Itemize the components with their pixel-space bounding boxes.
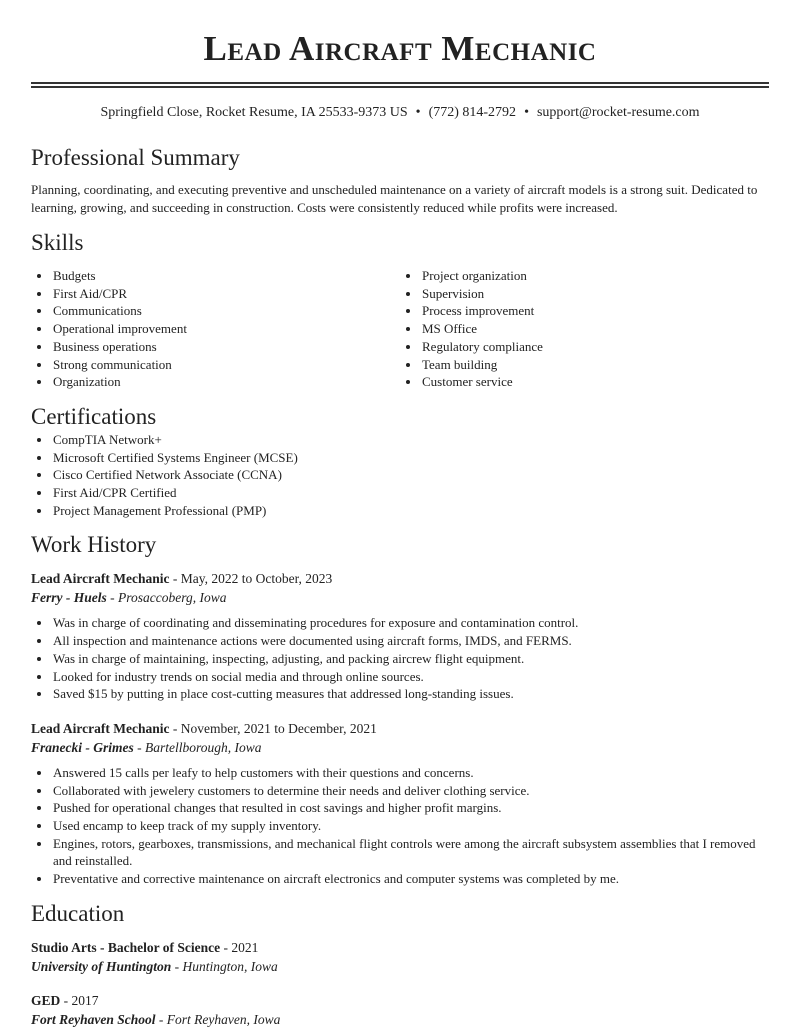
education-school: Fort Reyhaven School [31, 1011, 156, 1027]
job-role: Lead Aircraft Mechanic [31, 720, 170, 736]
skill-item: • Communications [52, 302, 400, 320]
skill-item: • Organization [52, 373, 400, 391]
education-degree-line: Studio Arts - Bachelor of Science - 2021 [31, 939, 259, 955]
job-bullet: • Answered 15 calls per leafy to help customers with their questions and concerns. [52, 764, 769, 782]
contact-phone[interactable]: (772) 814-2792 [428, 105, 517, 120]
education-entry [31, 991, 769, 1029]
skill-item: • Business operations [52, 338, 400, 356]
job-bullet: • All inspection and maintenance actions were documented using aircraft forms, IMDS, and FERMS. [52, 632, 769, 650]
education-location: Fort Reyhaven, Iowa [166, 1011, 281, 1027]
skills-list-right [400, 267, 769, 391]
skills-grid [31, 267, 769, 391]
contact-address: Springfield Close, Rocket Resume, IA 25533-9373 US [100, 105, 408, 120]
education-location: Huntington, Iowa [182, 958, 278, 974]
skills-column-right [400, 267, 769, 391]
skill-item: • Project organization [421, 267, 769, 285]
job-company: Franecki - Grimes [31, 739, 134, 755]
skill-item: • Operational improvement [52, 320, 400, 338]
summary-section [31, 144, 769, 217]
certifications-heading: Certifications [31, 403, 157, 429]
certifications-section [31, 403, 769, 520]
education-degree-line: GED - 2017 [31, 992, 99, 1008]
header-divider [31, 82, 769, 88]
skills-list-left [31, 267, 400, 391]
certification-item: • CompTIA Network+ [52, 431, 769, 449]
job-company: Ferry - Huels [31, 590, 107, 606]
skill-item: • Process improvement [421, 302, 769, 320]
job-bullet: • Used encamp to keep track of my supply inventory. [52, 817, 769, 835]
contact-email[interactable]: support@rocket-resume.com [536, 105, 700, 120]
certification-item: • First Aid/CPR Certified [52, 484, 769, 502]
education-degree: Studio Arts - Bachelor of Science [31, 939, 221, 955]
education-section [31, 900, 769, 1029]
job-location: Bartellborough, Iowa [145, 739, 262, 755]
job-dates: May, 2022 to October, 2023 [180, 571, 333, 587]
skill-item: • Customer service [421, 373, 769, 391]
summary-text: Planning, coordinating, and executing preventive and unscheduled maintenance on a variety of aircraft models is a strong suit. Dedicated to learning, growing, and succeeding in construction. Costs were consistently reduced while profits were increased. [31, 182, 758, 215]
certification-item: • Microsoft Certified Systems Engineer (MCSE) [52, 449, 769, 467]
work-history-section [31, 531, 769, 887]
job-title-line: Lead Aircraft Mechanic - November, 2021 to December, 2021 [31, 720, 377, 736]
resume-name: Lead Aircraft Mechanic [203, 29, 597, 68]
education-degree: GED [31, 992, 61, 1008]
skill-item: • Budgets [52, 267, 400, 285]
job-bullet: • Engines, rotors, gearboxes, transmissions, and mechanical flight controls were among the aircraft subsystem assemblies that I removed and reinstalled. [52, 835, 769, 870]
certification-item: • Project Management Professional (PMP) [52, 502, 769, 520]
skills-column-left [31, 267, 400, 391]
skill-item: • Regulatory compliance [421, 338, 769, 356]
skills-section [31, 229, 769, 391]
education-entry [31, 938, 769, 976]
job-title-line: Lead Aircraft Mechanic - May, 2022 to October, 2023 [31, 571, 333, 587]
job-bullet: • Pushed for operational changes that resulted in cost savings and higher profit margins. [52, 799, 769, 817]
job-location: Prosaccoberg, Iowa [118, 590, 227, 606]
contact-separator: • [524, 105, 529, 120]
job-bullets [31, 764, 769, 888]
certifications-list [31, 431, 769, 520]
job-bullet: • Collaborated with jewelery customers to determine their needs and deliver clothing service. [52, 782, 769, 800]
job-company-line: Franecki - Grimes - Bartellborough, Iowa [31, 739, 262, 755]
job-bullet: • Looked for industry trends on social media and through online sources. [52, 668, 769, 686]
skill-item: • First Aid/CPR [52, 285, 400, 303]
job-bullets [31, 614, 769, 703]
education-school-line: Fort Reyhaven School - Fort Reyhaven, Iowa [31, 1011, 281, 1027]
job-entry [31, 719, 769, 888]
work-history-heading: Work History [31, 532, 157, 558]
contact-line [31, 104, 769, 122]
education-school-line: University of Huntington - Huntington, Iowa [31, 958, 278, 974]
job-bullet: • Was in charge of coordinating and disseminating procedures for exposure and contamination control. [52, 614, 769, 632]
education-year: 2021 [231, 939, 259, 955]
skill-item: • MS Office [421, 320, 769, 338]
job-company-line: Ferry - Huels - Prosaccoberg, Iowa [31, 590, 227, 606]
job-role: Lead Aircraft Mechanic [31, 571, 170, 587]
certification-item: • Cisco Certified Network Associate (CCNA) [52, 466, 769, 484]
contact-separator: • [415, 105, 421, 120]
skill-item: • Team building [421, 356, 769, 374]
skills-heading: Skills [31, 230, 84, 255]
job-entry [31, 569, 769, 703]
job-bullet: • Saved $15 by putting in place cost-cutting measures that addressed long-standing issues. [52, 685, 769, 703]
skill-item: • Supervision [421, 285, 769, 303]
education-school: University of Huntington [31, 958, 172, 974]
job-dates: November, 2021 to December, 2021 [180, 720, 377, 736]
education-year: 2017 [71, 992, 99, 1008]
skill-item: • Strong communication [52, 356, 400, 374]
education-heading: Education [31, 900, 125, 926]
job-bullet: • Was in charge of maintaining, inspecting, adjusting, and packing aircrew flight equipment. [52, 650, 769, 668]
resume-page [31, 0, 769, 1029]
summary-heading: Professional Summary [31, 145, 240, 170]
job-bullet: • Preventative and corrective maintenance on aircraft electronics and computer systems was completed by me. [52, 870, 769, 888]
